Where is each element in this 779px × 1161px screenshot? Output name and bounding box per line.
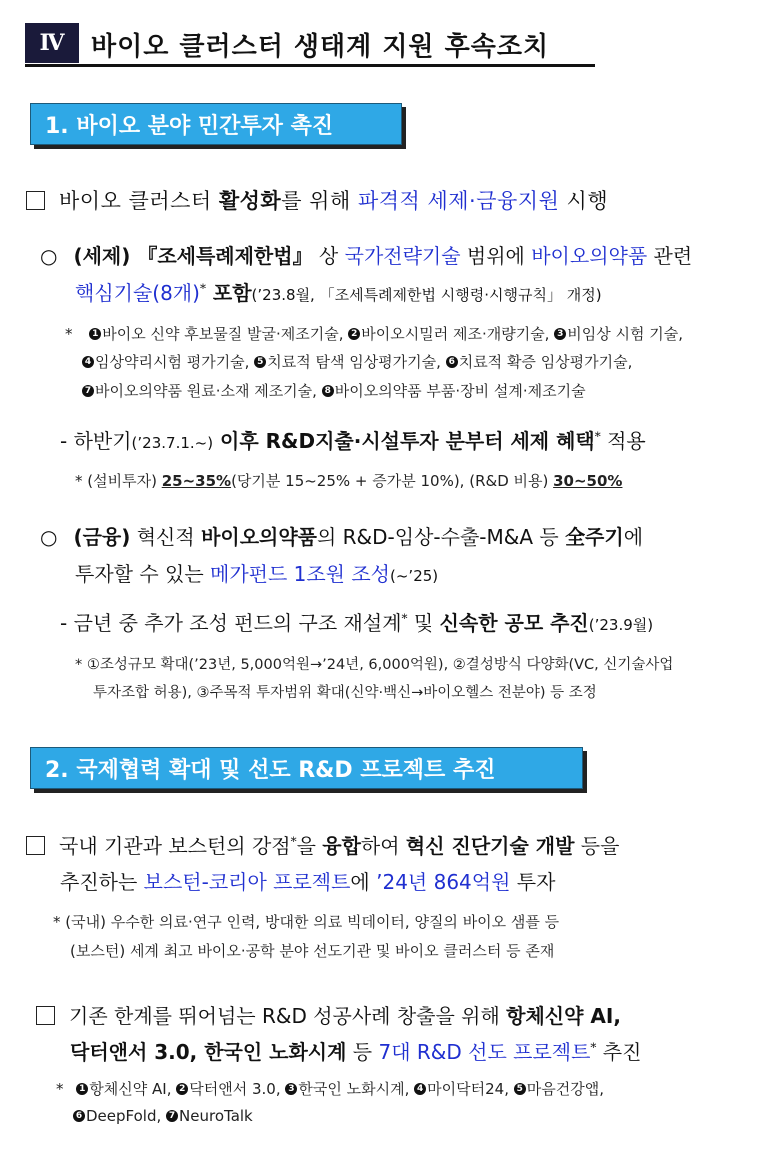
section2-title-box [30,747,583,789]
finance-line-1: ○ (금융) 혁신적 바이오의약품의 R&D-임상-수출-M&A 등 全주기에 [40,525,644,549]
tax-footnote-line-2 [82,351,632,372]
tax-dash-footnote: * (설비투자) 25~35%(당기분 15~25% + 증가분 10%), (R&D 비용) 30~50% [75,472,623,490]
finance-line-2: 투자할 수 있는 메가펀드 1조원 조성(~’25) [75,562,439,586]
tax-footnote-line-1: * 1 바이오 신약 후보물질 발굴·제조기술, 2 바이오시밀러 제조·개량기술, 3 비임상 시험 기술, [65,325,683,343]
section1-lead: 바이오 클러스터 활성화를 위해 파격적 세제·금융지원 시행 [26,185,608,215]
tax-line-2: 핵심기술(8개)* 포함(’23.8월, 「조세특례제한법 시행령·시행규칙」 개정) [75,281,602,305]
tax-line-1: ○ (세제) 『조세특례제한법』 상 국가전략기술 범위에 바이오의약품 관련 [40,244,693,268]
fn-item: 5 마음건강앱, [514,1080,604,1098]
section2-p1-footnote-2: (보스턴) 세계 최고 바이오·공학 분야 선도기관 및 바이오 클러스터 등 존재 [70,942,555,960]
fn-item: 7 바이오의약품 원료·소재 제조기술, [82,382,317,400]
tax-dash-line: - 하반기(’23.7.1.~) 이후 R&D지출·시설투자 분부터 세제 혜택* 적용 [60,429,646,453]
section2-p2-footnote-2 [73,1107,253,1125]
finance-footnote-line-2: 투자조합 허용), ③주목적 투자범위 확대(신약·백신→바이오헬스 전분야) 등 조정 [93,685,597,701]
section2-title: 2. 국제협력 확대 및 선도 R&D 프로젝트 추진 [45,757,496,783]
section2-p2-footnote-1: * 1 항체신약 AI, 2 닥터앤서 3.0, 3 한국인 노화시계, 4 마이닥터24, 5 마음건강앱, [56,1080,604,1098]
fn-item: 4 임상약리시험 평가기술, [82,353,249,371]
checkbox-icon [26,191,45,210]
fn-item: 5 치료적 탐색 임상평가기술, [254,353,441,371]
section2-p1-footnote-1: * (국내) 우수한 의료·연구 인력, 방대한 의료 빅데이터, 양질의 바이오 샘플 등 [53,913,560,931]
section2-p2-line-2: 닥터앤서 3.0, 한국인 노화시계 등 7대 R&D 선도 프로젝트* 추진 [70,1040,642,1064]
chapter-header [25,23,595,67]
fn-item: 6 치료적 확증 임상평가기술, [446,353,633,371]
chapter-number: Ⅳ [25,23,79,63]
section2-p1-line-2: 추진하는 보스턴-코리아 프로젝트에 ’24년 864억원 투자 [60,870,556,894]
section1-title-box [30,103,402,145]
checkbox-icon [26,836,45,855]
checkbox-icon [36,1006,55,1025]
finance-footnote-line-1: * ①조성규모 확대(’23년, 5,000억원→’24년, 6,000억원), ②결성방식 다양화(VC, 신기술사업 [75,657,674,673]
circle-bullet-icon: ○ [40,525,58,549]
section2-p2-line-1: 기존 한계를 뛰어넘는 R&D 성공사례 창출을 위해 항체신약 AI, [36,1000,621,1029]
fn-item: 4 마이닥터24, [414,1080,509,1098]
tax-footnote-line-3 [82,380,586,401]
fn-item: 2 닥터앤서 3.0, [176,1080,280,1098]
circle-bullet-icon: ○ [40,244,58,268]
fn-item: 3 비임상 시험 기술, [554,325,683,343]
fn-item: 6 DeepFold, [73,1107,161,1125]
fn-item: 1 바이오 신약 후보물질 발굴·제조기술, [89,325,343,343]
fn-item: 3 한국인 노화시계, [285,1080,409,1098]
finance-dash-line: - 금년 중 추가 조성 펀드의 구조 재설계* 및 신속한 공모 추진(’23.9월) [60,611,654,635]
fn-item: 1 항체신약 AI, [76,1080,171,1098]
chapter-title: 바이오 클러스터 생태계 지원 후속조치 [91,32,550,62]
fn-item: 8 바이오의약품 부품·장비 설계·제조기술 [322,382,586,400]
fn-item: 7 NeuroTalk [166,1107,253,1125]
section1-title: 1. 바이오 분야 민간투자 촉진 [45,113,334,139]
fn-item: 2 바이오시밀러 제조·개량기술, [348,325,549,343]
section2-p1-line-1: 국내 기관과 보스턴의 강점*을 융합하여 혁신 진단기술 개발 등을 [26,830,619,859]
